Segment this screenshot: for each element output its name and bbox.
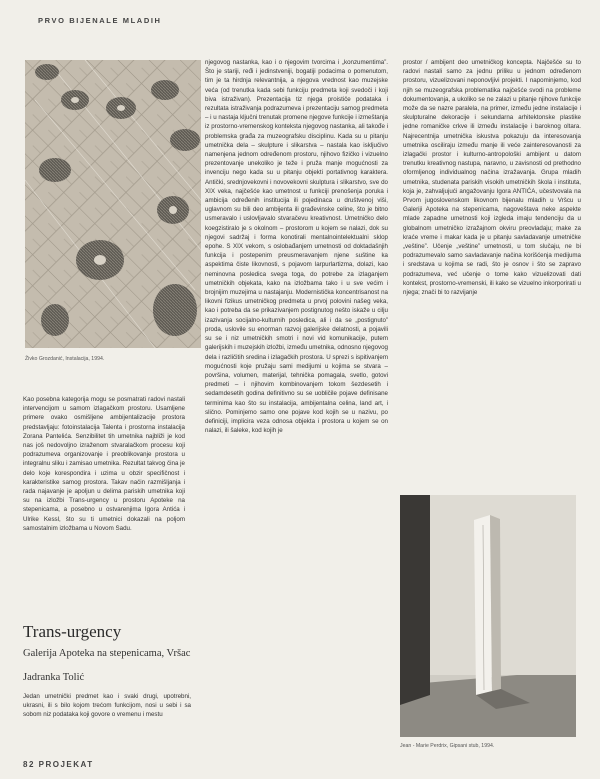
running-header: PRVO BIJENALE MLADIH <box>38 16 162 25</box>
column-3-paragraph: prostor / ambijent deo umetničkog koncepta. Najčešće su to radovi nastali samo za jednu priliku u jednom određenom prostoru, vizuelizovani neponovljivi projekti. I napominjemo, kod njih se muzeografska problematika najčešće svodi na probleme dokumentovanja, a ukoliko se ne zalazi u pitanje njihove funkcije može da se nazre paralela, na primer, između jedne instalacije i skulpturalne dekoracije i sekundarna arhitektonske plastike jedne romaničke crkve ili između instalacije i baroknog oltara. Najrecentnija umetnička iskustva pokazuju da interesovanja umetnika osciliraju između manje ili veće zainteresovanosti za izlagački prostor i kulturno-antropološki ambijent u datom trenutku kreativnog nastupa, naravno, u zavisnosti od prethodno oformljenog individualnog načina izražavanja. Grupa mladih umetnika, studenata pariskih visokih umetničkih škola i instituta, koja je, zahvaljujući angažovanju Igora ANTIĆA, učestvovala na Prvom jugoslovenskom likovnom bijenalu mladih u Vršcu u Galeriji Apoteka na stepenicama, nagoveštava neke aspekte mlade zapadne umetnosti koji izgleda imaju tendenciju da u globalnom umetničko izražajnom okviru preovladaju; make za kraće vreme i makar kada je u pitanju savladavanje umetničke „veštine”. Učenje „veštine” umetnosti, u tom slučaju, ne bi podrazumevalo samo savladavanje načina korišćenja medijuma i sredstava u kojima se radi, što je osnov i što se zapravo podrazumeva, već učenje o tome kako vizuelizovati dati kontekst, prostorno-vremenski, ili kako se vizuelno inkorporirati u njega; znači bi to razvijanje <box>403 59 581 297</box>
page-footer: 82 PROJEKAT <box>23 760 94 769</box>
column-1-text <box>23 395 185 607</box>
spools-installation-photo <box>25 60 201 348</box>
spools-photo-graphic <box>25 60 201 348</box>
column-2-paragraph: njegovog nastanka, kao i o njegovim tvorcima i „konzumentima”. Što je stariji, ređi i jedinstveniji, bogatiji podacima o pomenutom, tim je ta hirdnja relevantnija, a njegova vrednost kao muzejske veća (od trenutka kada sebi funkciju predmeta koji svedoči i koji biva istraživan). Prezentacija tiz njega proističe podataka i rezultata istraživanja podrazumeva i prezentaciju samog predmeta – i u nastaja ključni trenutak promene njegove funkcije i izmeštanja iz prostorno-vremenskog konteksta njegovog nastanka, ali takođe i problemska građa za muzeografsku disciplinu. Kada su u pitanju umetnička dela – skulpture i slikarstva – nastala kao isključivo namenjena jednom određenom prostoru, njihovo fizičko i vizuelno prezentovanje unekoliko je teže i pruža manje mogućnosti za invenciju nego kada su u pitanju objekti portativnog karaktera. Antički, srednjovekovni i novovekovni skulptura i slikarstvo, sve do XIX veka, najčešće kao umetnost u funkciji prenošenja poruka i ambicija određenih institucija ili pojedinaca u društvenoj viši, uglavnom su bili deo ambijenta ili građevinske celine, što je bitno usmeravalo i uslovljavalo stvaračevu kreativnost. Umetničko delo koegzistiralo je s okolnom – prostorom u kojem se nalazi, dok su njegovi sadržaj i forma konotirali mentalnointelektualni sklop epohe. S XIX vekom, s oslobađanjem umetnosti od doktadašnjih funkcija i postepenim preusmeravanjem njene suštine ka aspektima čiste likovnosti, s pojavom larpurlartizma, dolazi, kao neminovna posledica svega toga, do potrebe za izlaganjem umetničkih objekata, kako na izložbama tako i u sve većim i brojnijim muzejima u nastajanju. Modernistička koncentrisanost na likovni fizikus umetničkog predmeta u prvoj polovini našeg veka, kao i potreba da se prikazivanjem postignutog nešto iskaže u cilju izazivanja socijalno-kulturnih posledica, ali i da se „postignuto” proda, uslovile su enorman razvoj galerijske delatnosti, a pojavili su se i niz umetničkih smotri i novi vid komunikacije, putem galerijskih i muzejskih izložbi, između umetnika, odnosno njegovog dela i različitih sredina i izlagačkih prostora. U sprezi s ispitivanjem mogućnosti koje pružaju sami medijumi u kojima se stvara – površina, volumen, materijal, tehnička pomagala, svetlo, gotovi predmeti – i njihovim kombinovanjem tokom šezdesetih i sedamdesetih godina definitivno su se uobličile pojave definisane terminima kao što su instalacija, ambijentalna celina, land art, i slično. Pominjemo samo one pojave kod kojih se u nazivu, po definiciji, implicira veza odnosa objekta i prostora u kojem se on nalazi, ili šaleke, kod kojih je <box>205 59 388 435</box>
author-name: Jadranka Tolić <box>23 672 85 683</box>
plaster-column-photo <box>400 495 576 737</box>
column-photo-graphic <box>400 495 576 737</box>
column-2-text <box>205 58 388 750</box>
column-1-paragraph: Kao posebna kategorija mogu se posmatrati radovi nastali intervencijom u samom izlagačkom prostoru. Usamljene primere ovako osmišljene ambijentalizacije prostora predstavljaju: fotoinstalacija Talenta i prostorna instalacija Zorana Pantelića. Senzibilitet tih umetnika najbliži je kod nas još nedovoljno izraženom stvaralačkom procesu koji podrazumeva organizovanje i preoblikovanje prostora u integralnu sliku i zamisao umetnika. Rezultat takvog čina je delo koje korespondira i uzima u obzir specifičnost i karakteristike samog prostora. Takav način razmišljanja i rada najavanje je apoljun u delima pariskih umetnika koji su na izložbi Trans-urgency u prostoru Apoteke na stepenicama, a posebno u ostvarenjima Igora Antića i Ulrike Kessl, što su ti umetnici dokazali na poljom samostalnim izložbama u Novom Sadu. <box>23 396 185 532</box>
column-3-text <box>403 58 581 484</box>
spools-photo-caption: Živko Grozdanić, Instalacija, 1994. <box>25 356 105 362</box>
section-title: Trans-urgency <box>23 622 122 641</box>
column-1-bottom-text <box>23 692 191 748</box>
column-1-bottom-paragraph: Jedan umetnički predmet kao i svaki drugi, upotrebni, ukrasni, ili s bilo kojom trećom funkcijom, nosi u sebi i sa sobom niz podataka koji govore o vremenu i mestu <box>23 693 191 719</box>
section-subtitle: Galerija Apoteka na stepenicama, Vršac <box>23 648 191 659</box>
column-photo-caption: Jean - Marie Perdrix, Gipsani stub, 1994. <box>400 743 495 749</box>
